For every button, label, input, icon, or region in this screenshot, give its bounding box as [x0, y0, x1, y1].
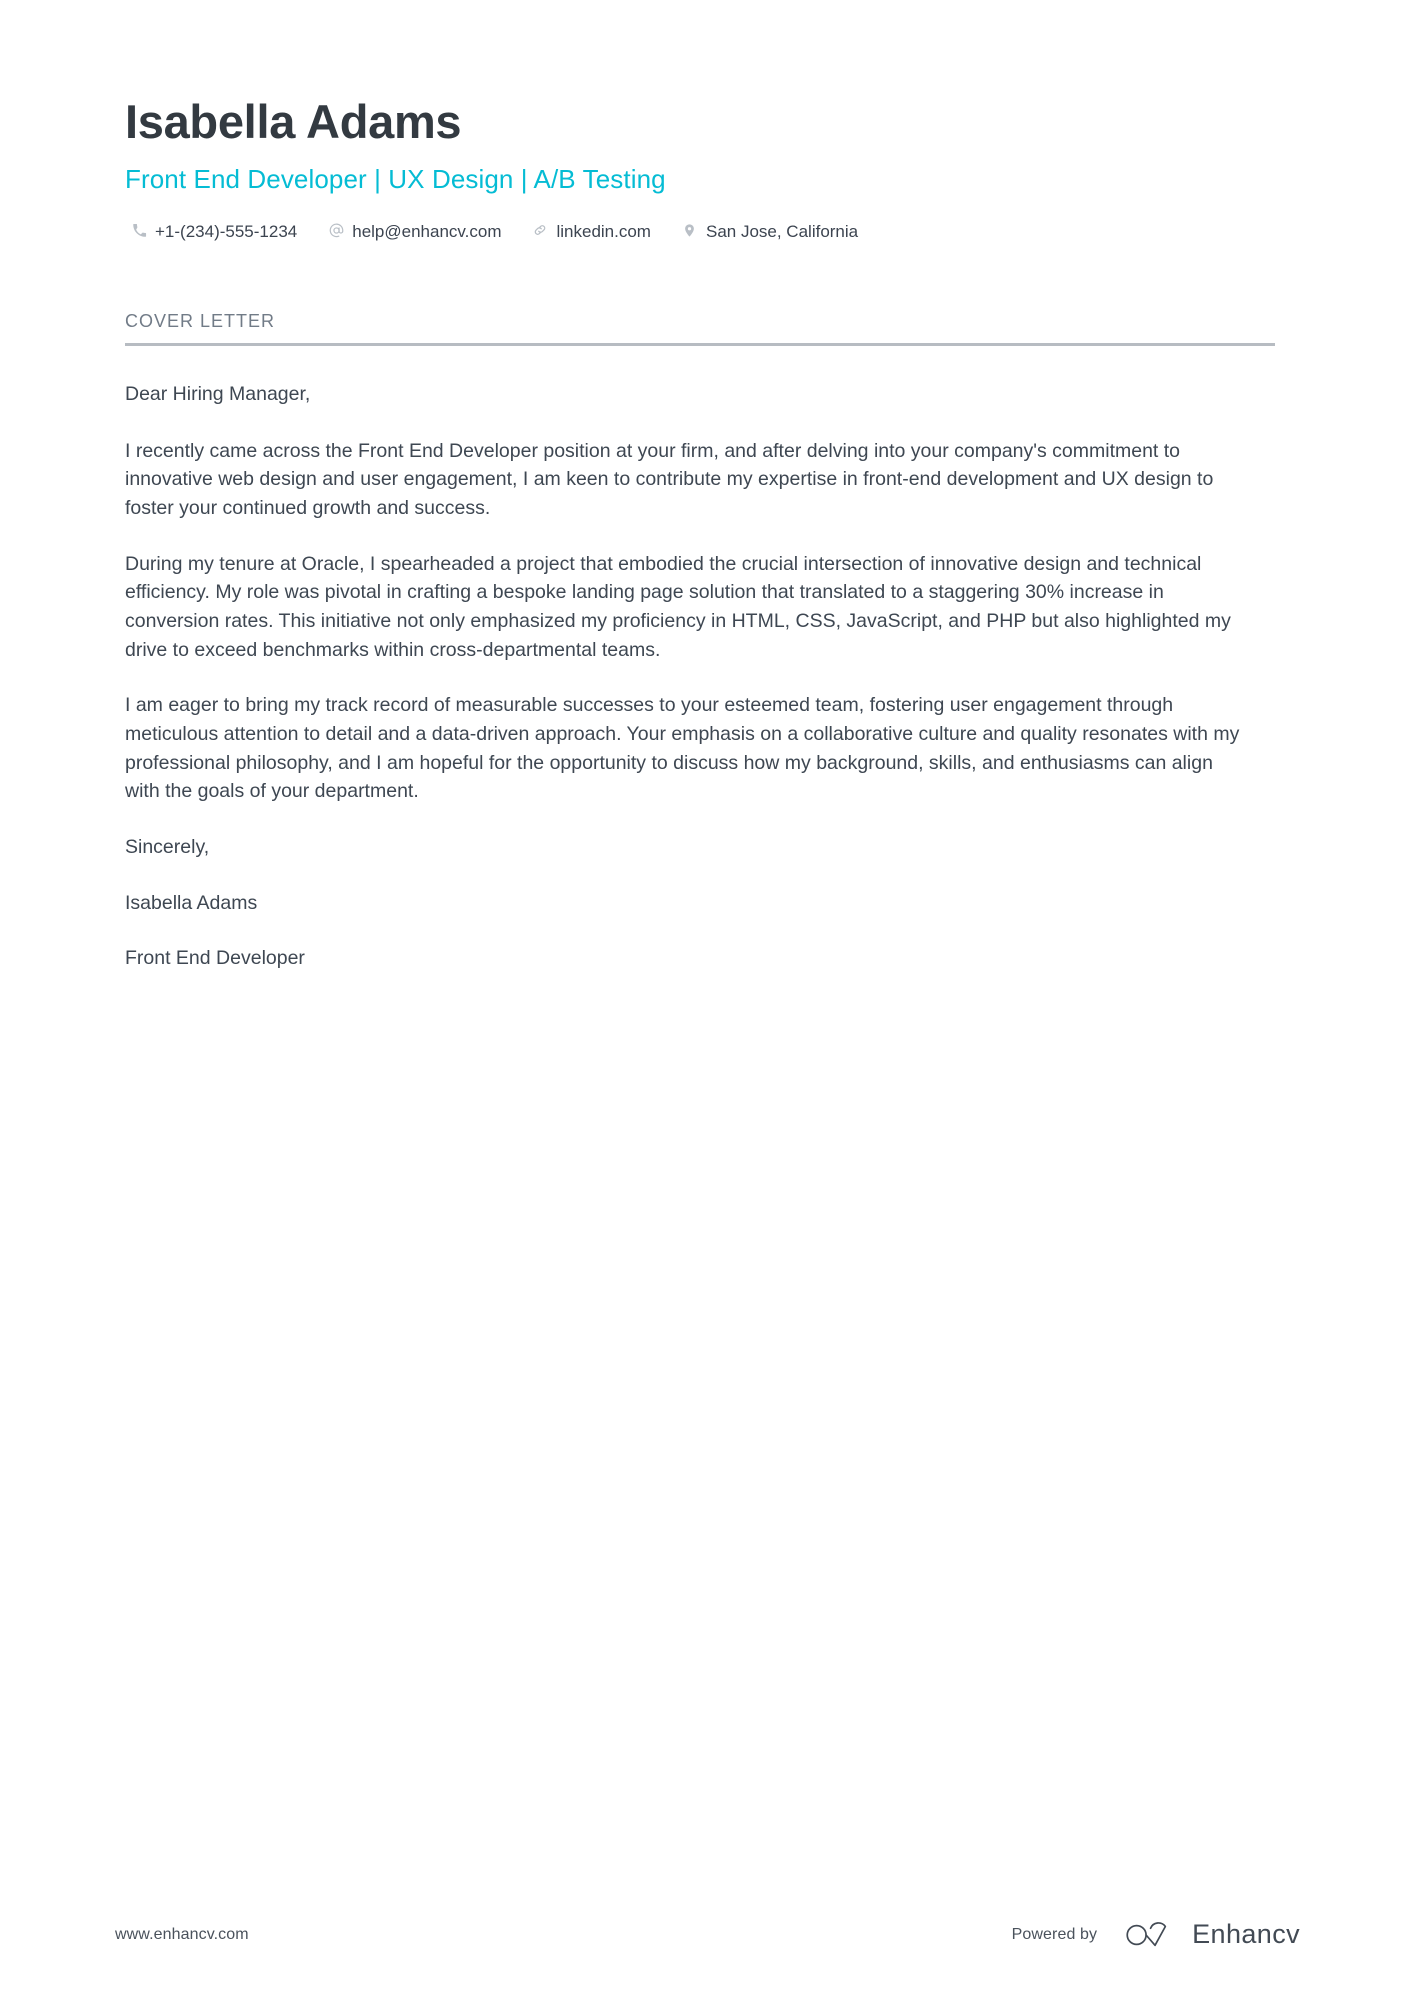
powered-by-label: Powered by	[1011, 1926, 1098, 1943]
contact-email	[327, 221, 501, 239]
map-pin-icon	[681, 221, 699, 239]
section-divider	[125, 343, 1275, 346]
document-header	[0, 0, 1410, 239]
phone-icon	[130, 221, 148, 239]
letter-closing: Sincerely,	[125, 836, 210, 858]
contact-linkedin	[531, 221, 651, 239]
contact-location-text: San Jose, California	[705, 221, 859, 241]
document-footer	[0, 1875, 1410, 1995]
letter-salutation: Dear Hiring Manager,	[125, 383, 311, 406]
letter-body	[125, 380, 1275, 973]
letter-paragraph-1: I recently came across the Front End Developer position at your firm, and after delving into your company's commitment to innovative web design and user engagement, I am keen to contribute my expertise in front-end development and UX design to foster your continued growth and success.	[125, 439, 1214, 520]
contact-phone	[130, 221, 297, 239]
contact-location	[681, 221, 858, 239]
letter-signature-title: Front End Developer	[125, 947, 305, 970]
contact-info-row	[130, 221, 1285, 239]
letter-paragraph-3: I am eager to bring my track record of measurable successes to your esteemed team, fostering user engagement through meticulous attention to detail and a data-driven approach. Your emphasis on a collaborative culture and quality resonates with my professional philosophy, and I am hopeful for the opportunity to discuss how my background, skills, and enthusiasms can align with the goals of your department.	[125, 694, 1240, 803]
enhancv-logo-icon	[1125, 1920, 1177, 1950]
contact-email-text: help@enhancv.com	[352, 221, 502, 241]
letter-signature-name: Isabella Adams	[125, 891, 258, 914]
at-sign-icon	[327, 221, 345, 239]
contact-linkedin-text: linkedin.com	[556, 221, 651, 241]
footer-branding	[1012, 1920, 1300, 1951]
cover-letter-section	[0, 311, 1410, 973]
candidate-job-title: Front End Developer | UX Design | A/B Testing	[125, 163, 666, 194]
candidate-name: Isabella Adams	[125, 95, 462, 148]
enhancv-brand-name: Enhancv	[1192, 1918, 1300, 1949]
letter-paragraph-2: During my tenure at Oracle, I spearheaded a project that embodied the crucial intersection of innovative design and technical efficiency. My role was pivotal in crafting a bespoke landing page solution that translated to a staggering 30% increase in conversion rates. This initiative not only emphasized my proficiency in HTML, CSS, JavaScript, and PHP but also highlighted my drive to exceed benchmarks within cross-departmental teams.	[125, 552, 1231, 661]
enhancv-logo	[1125, 1920, 1300, 1951]
contact-phone-text: +1-(234)-555-1234	[155, 221, 298, 241]
footer-website-url: www.enhancv.com	[115, 1926, 249, 1943]
link-icon	[531, 221, 549, 239]
section-heading-cover-letter: COVER LETTER	[125, 311, 276, 332]
